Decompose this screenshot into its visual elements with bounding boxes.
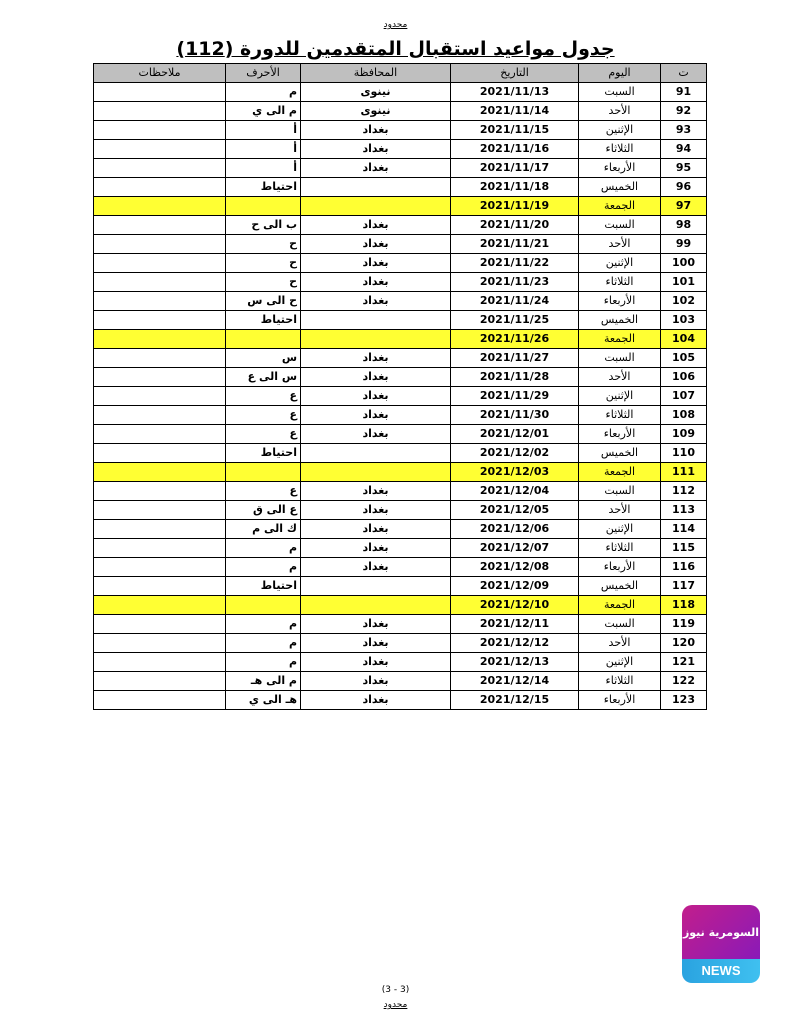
table-row [94, 691, 707, 710]
cell-notes [94, 292, 226, 311]
table-row [94, 520, 707, 539]
table-row [94, 178, 707, 197]
cell-date: 2021/11/26 [451, 330, 579, 349]
news-logo [682, 905, 760, 983]
cell-notes [94, 368, 226, 387]
cell-letters: م [226, 83, 301, 102]
cell-date: 2021/12/12 [451, 634, 579, 653]
cell-notes [94, 558, 226, 577]
cell-day: الجمعة [579, 596, 661, 615]
table-body [94, 83, 707, 710]
cell-day: الأربعاء [579, 292, 661, 311]
table-row [94, 634, 707, 653]
cell-governorate: بغداد [301, 368, 451, 387]
cell-date: 2021/11/19 [451, 197, 579, 216]
table-row [94, 102, 707, 121]
cell-letters: ع [226, 482, 301, 501]
cell-notes [94, 254, 226, 273]
cell-letters: ع [226, 406, 301, 425]
table-row [94, 140, 707, 159]
cell-letters: احتياط [226, 311, 301, 330]
cell-notes [94, 311, 226, 330]
cell-governorate [301, 596, 451, 615]
cell-governorate: بغداد [301, 254, 451, 273]
cell-num: 117 [661, 577, 707, 596]
cell-num: 115 [661, 539, 707, 558]
cell-num: 109 [661, 425, 707, 444]
table-row [94, 672, 707, 691]
cell-letters [226, 330, 301, 349]
cell-governorate: بغداد [301, 349, 451, 368]
cell-governorate: بغداد [301, 292, 451, 311]
cell-governorate: بغداد [301, 216, 451, 235]
cell-date: 2021/12/06 [451, 520, 579, 539]
cell-notes [94, 330, 226, 349]
cell-day: الأربعاء [579, 425, 661, 444]
cell-letters: هـ الى ي [226, 691, 301, 710]
cell-date: 2021/11/18 [451, 178, 579, 197]
cell-day: الثلاثاء [579, 273, 661, 292]
cell-num: 119 [661, 615, 707, 634]
cell-letters: ك الى م [226, 520, 301, 539]
cell-letters: احتياط [226, 577, 301, 596]
table-row [94, 558, 707, 577]
cell-governorate [301, 444, 451, 463]
table-row [94, 653, 707, 672]
schedule-table [93, 63, 707, 710]
cell-notes [94, 539, 226, 558]
cell-letters: س الى ع [226, 368, 301, 387]
cell-day: الإثنين [579, 653, 661, 672]
cell-date: 2021/11/24 [451, 292, 579, 311]
table-row [94, 330, 707, 349]
table-row [94, 292, 707, 311]
cell-governorate [301, 197, 451, 216]
cell-num: 104 [661, 330, 707, 349]
cell-letters: أ [226, 121, 301, 140]
cell-notes [94, 501, 226, 520]
cell-day: الجمعة [579, 330, 661, 349]
cell-letters: احتياط [226, 444, 301, 463]
cell-date: 2021/11/27 [451, 349, 579, 368]
cell-notes [94, 463, 226, 482]
cell-date: 2021/11/23 [451, 273, 579, 292]
header-num: ت [661, 64, 707, 83]
cell-governorate: بغداد [301, 273, 451, 292]
cell-date: 2021/12/07 [451, 539, 579, 558]
cell-notes [94, 349, 226, 368]
table-row [94, 615, 707, 634]
table-header-row [94, 64, 707, 83]
cell-notes [94, 387, 226, 406]
table-row [94, 387, 707, 406]
cell-letters: ب الى ح [226, 216, 301, 235]
cell-governorate: بغداد [301, 159, 451, 178]
cell-day: الأحد [579, 235, 661, 254]
cell-letters: م الى ي [226, 102, 301, 121]
classification-bottom: محدود [383, 1000, 408, 1010]
cell-governorate: بغداد [301, 672, 451, 691]
cell-day: الخميس [579, 444, 661, 463]
cell-notes [94, 615, 226, 634]
cell-num: 98 [661, 216, 707, 235]
cell-letters [226, 463, 301, 482]
cell-num: 101 [661, 273, 707, 292]
cell-date: 2021/11/22 [451, 254, 579, 273]
cell-num: 111 [661, 463, 707, 482]
header-governorate: المحافظة [301, 64, 451, 83]
cell-day: السبت [579, 216, 661, 235]
cell-governorate: بغداد [301, 235, 451, 254]
cell-letters: م [226, 653, 301, 672]
cell-day: الإثنين [579, 254, 661, 273]
cell-date: 2021/12/04 [451, 482, 579, 501]
cell-date: 2021/12/02 [451, 444, 579, 463]
cell-governorate: نينوى [301, 102, 451, 121]
cell-letters: ح الى س [226, 292, 301, 311]
cell-letters: ح [226, 254, 301, 273]
cell-governorate: نينوى [301, 83, 451, 102]
cell-num: 116 [661, 558, 707, 577]
cell-notes [94, 444, 226, 463]
cell-notes [94, 691, 226, 710]
cell-notes [94, 596, 226, 615]
cell-num: 110 [661, 444, 707, 463]
table-row [94, 406, 707, 425]
cell-day: الجمعة [579, 197, 661, 216]
table-row [94, 539, 707, 558]
cell-notes [94, 102, 226, 121]
cell-notes [94, 425, 226, 444]
cell-governorate: بغداد [301, 558, 451, 577]
cell-letters: أ [226, 140, 301, 159]
cell-date: 2021/12/14 [451, 672, 579, 691]
cell-date: 2021/12/10 [451, 596, 579, 615]
cell-date: 2021/11/28 [451, 368, 579, 387]
cell-day: الجمعة [579, 463, 661, 482]
cell-date: 2021/12/05 [451, 501, 579, 520]
cell-date: 2021/11/15 [451, 121, 579, 140]
logo-label: NEWS [682, 959, 760, 983]
classification-top: محدود [383, 20, 408, 30]
page-title: جدول مواعيد استقبال المتقدمين للدورة (112) [176, 38, 615, 60]
cell-notes [94, 197, 226, 216]
table-row [94, 159, 707, 178]
cell-date: 2021/11/29 [451, 387, 579, 406]
cell-day: الخميس [579, 577, 661, 596]
cell-num: 106 [661, 368, 707, 387]
header-day: اليوم [579, 64, 661, 83]
cell-date: 2021/11/17 [451, 159, 579, 178]
cell-num: 112 [661, 482, 707, 501]
cell-governorate: بغداد [301, 425, 451, 444]
cell-num: 123 [661, 691, 707, 710]
cell-date: 2021/12/08 [451, 558, 579, 577]
cell-date: 2021/12/11 [451, 615, 579, 634]
cell-day: الإثنين [579, 121, 661, 140]
page-number: (3 - 3) [381, 985, 410, 995]
cell-day: الأربعاء [579, 558, 661, 577]
table-row [94, 83, 707, 102]
cell-day: السبت [579, 83, 661, 102]
cell-day: الثلاثاء [579, 539, 661, 558]
cell-date: 2021/12/13 [451, 653, 579, 672]
cell-day: الخميس [579, 178, 661, 197]
table-row [94, 121, 707, 140]
table-row [94, 444, 707, 463]
table-row [94, 311, 707, 330]
cell-num: 107 [661, 387, 707, 406]
cell-notes [94, 140, 226, 159]
table-row [94, 235, 707, 254]
table-row [94, 273, 707, 292]
cell-governorate [301, 577, 451, 596]
cell-notes [94, 178, 226, 197]
cell-day: الأحد [579, 501, 661, 520]
cell-notes [94, 653, 226, 672]
cell-day: الثلاثاء [579, 406, 661, 425]
cell-day: الأحد [579, 634, 661, 653]
cell-num: 114 [661, 520, 707, 539]
cell-governorate: بغداد [301, 501, 451, 520]
cell-day: الثلاثاء [579, 672, 661, 691]
cell-num: 122 [661, 672, 707, 691]
cell-date: 2021/11/25 [451, 311, 579, 330]
table-row [94, 463, 707, 482]
cell-num: 93 [661, 121, 707, 140]
cell-governorate [301, 178, 451, 197]
cell-letters: م [226, 615, 301, 634]
cell-governorate: بغداد [301, 387, 451, 406]
cell-num: 92 [661, 102, 707, 121]
cell-num: 91 [661, 83, 707, 102]
cell-letters: ح [226, 273, 301, 292]
cell-notes [94, 634, 226, 653]
cell-num: 100 [661, 254, 707, 273]
header-date: التاريخ [451, 64, 579, 83]
cell-letters: ع [226, 425, 301, 444]
cell-notes [94, 672, 226, 691]
cell-day: الثلاثاء [579, 140, 661, 159]
cell-num: 97 [661, 197, 707, 216]
table-row [94, 482, 707, 501]
cell-governorate [301, 463, 451, 482]
cell-letters: م الى هـ [226, 672, 301, 691]
cell-governorate: بغداد [301, 653, 451, 672]
cell-notes [94, 520, 226, 539]
cell-num: 113 [661, 501, 707, 520]
cell-num: 94 [661, 140, 707, 159]
table-row [94, 425, 707, 444]
cell-num: 121 [661, 653, 707, 672]
cell-governorate: بغداد [301, 539, 451, 558]
cell-notes [94, 406, 226, 425]
logo-mark: السومرية نيوز [682, 905, 760, 959]
table-row [94, 577, 707, 596]
cell-day: الأحد [579, 368, 661, 387]
cell-letters: م [226, 539, 301, 558]
cell-governorate: بغداد [301, 691, 451, 710]
cell-governorate [301, 311, 451, 330]
cell-num: 96 [661, 178, 707, 197]
table-row [94, 197, 707, 216]
cell-date: 2021/11/13 [451, 83, 579, 102]
cell-day: الإثنين [579, 520, 661, 539]
cell-date: 2021/12/03 [451, 463, 579, 482]
cell-letters: م [226, 634, 301, 653]
cell-letters: أ [226, 159, 301, 178]
cell-num: 120 [661, 634, 707, 653]
cell-governorate [301, 330, 451, 349]
cell-letters: س [226, 349, 301, 368]
cell-date: 2021/12/15 [451, 691, 579, 710]
cell-date: 2021/12/09 [451, 577, 579, 596]
cell-letters: ع الى ق [226, 501, 301, 520]
cell-day: السبت [579, 615, 661, 634]
cell-day: الأحد [579, 102, 661, 121]
cell-letters: م [226, 558, 301, 577]
cell-governorate: بغداد [301, 615, 451, 634]
table-row [94, 596, 707, 615]
cell-day: السبت [579, 349, 661, 368]
cell-num: 95 [661, 159, 707, 178]
cell-notes [94, 273, 226, 292]
cell-day: السبت [579, 482, 661, 501]
cell-governorate: بغداد [301, 406, 451, 425]
cell-day: الإثنين [579, 387, 661, 406]
cell-governorate: بغداد [301, 634, 451, 653]
cell-letters [226, 596, 301, 615]
cell-notes [94, 159, 226, 178]
cell-num: 103 [661, 311, 707, 330]
cell-date: 2021/11/30 [451, 406, 579, 425]
cell-governorate: بغداد [301, 520, 451, 539]
header-notes: ملاحظات [94, 64, 226, 83]
cell-date: 2021/11/14 [451, 102, 579, 121]
cell-governorate: بغداد [301, 482, 451, 501]
cell-letters: ع [226, 387, 301, 406]
table-row [94, 349, 707, 368]
cell-num: 108 [661, 406, 707, 425]
cell-date: 2021/11/16 [451, 140, 579, 159]
cell-notes [94, 235, 226, 254]
cell-date: 2021/11/21 [451, 235, 579, 254]
cell-letters: ح [226, 235, 301, 254]
cell-day: الأربعاء [579, 691, 661, 710]
cell-notes [94, 83, 226, 102]
cell-notes [94, 577, 226, 596]
cell-date: 2021/12/01 [451, 425, 579, 444]
table-row [94, 501, 707, 520]
cell-governorate: بغداد [301, 121, 451, 140]
header-letters: الأحرف [226, 64, 301, 83]
cell-notes [94, 216, 226, 235]
cell-num: 102 [661, 292, 707, 311]
cell-num: 118 [661, 596, 707, 615]
cell-letters: احتياط [226, 178, 301, 197]
table-row [94, 254, 707, 273]
cell-day: الخميس [579, 311, 661, 330]
table-row [94, 368, 707, 387]
cell-notes [94, 482, 226, 501]
table-row [94, 216, 707, 235]
cell-num: 99 [661, 235, 707, 254]
cell-notes [94, 121, 226, 140]
cell-letters [226, 197, 301, 216]
cell-governorate: بغداد [301, 140, 451, 159]
cell-num: 105 [661, 349, 707, 368]
cell-day: الأربعاء [579, 159, 661, 178]
cell-date: 2021/11/20 [451, 216, 579, 235]
